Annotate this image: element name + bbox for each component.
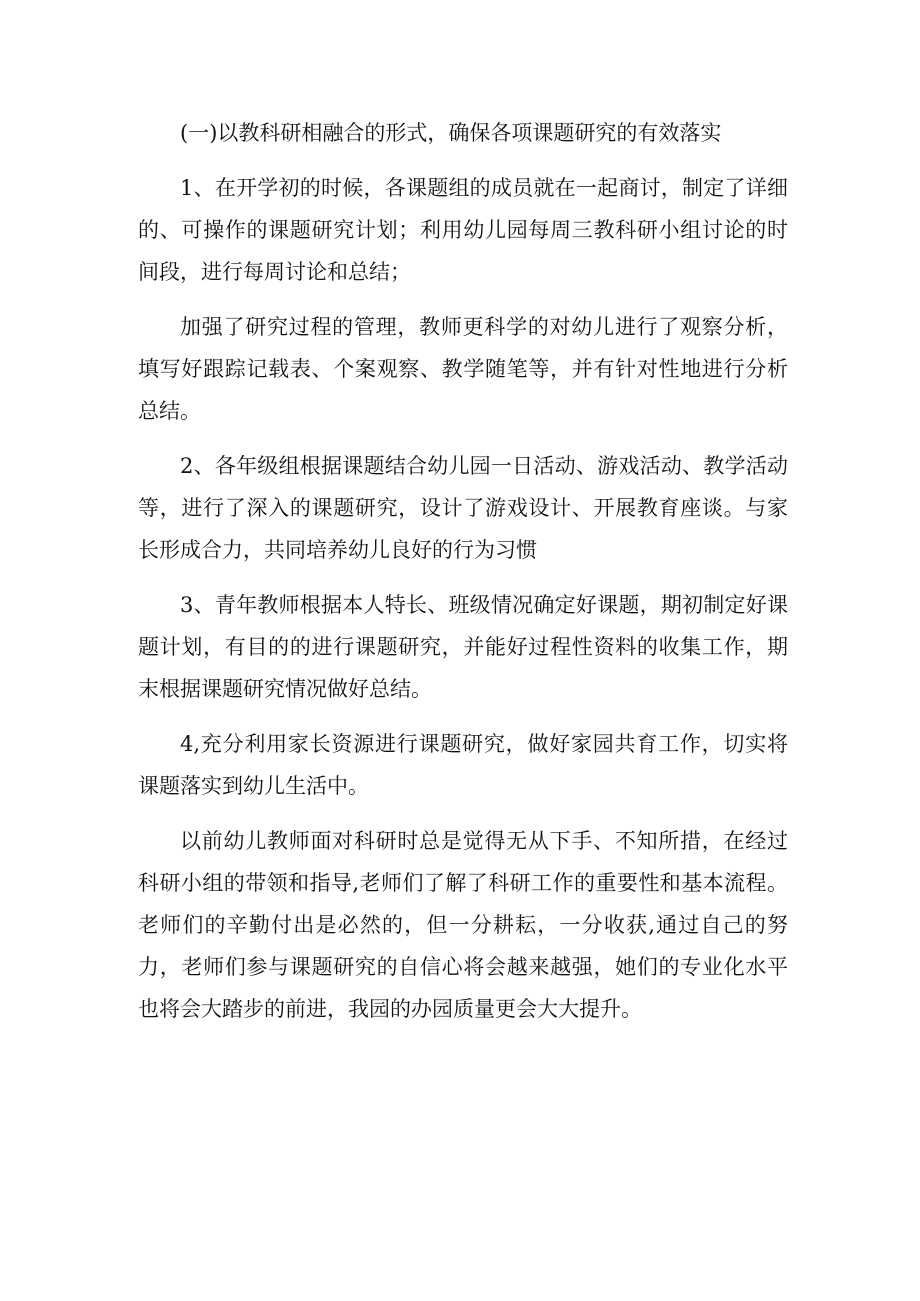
section-heading: (一)以教科研相融合的形式，确保各项课题研究的有效落实 [180, 121, 722, 145]
paragraph-item-3: 3、青年教师根据本人特长、班级情况确定好课题，期初制定好课题计划，有目的的进行课题研究，并能好过程性资料的收集工作，期末根据课题研究情况做好总结。 [138, 593, 788, 701]
paragraph-conclusion: 以前幼儿教师面对科研时总是觉得无从下手、不知所措，在经过科研小组的带领和指导,老师们了解了科研工作的重要性和基本流程。老师们的辛勤付出是必然的，但一分耕耘，一分收获,通过自己的努力，老师们参与课题研究的自信心将会越来越强，她们的专业化水平也将会大踏步的前进，我园的办园质量更会大大提升。 [138, 829, 788, 1021]
paragraph-item-4: 4,充分利用家长资源进行课题研究，做好家园共育工作，切实将课题落实到幼儿生活中。 [138, 732, 788, 798]
document-body [138, 112, 788, 1043]
paragraph-item-2: 2、各年级组根据课题结合幼儿园一日活动、游戏活动、教学活动等，进行了深入的课题研究，设计了游戏设计、开展教育座谈。与家长形成合力，共同培养幼儿良好的行为习惯 [138, 454, 788, 562]
paragraph-item-1: 1、在开学初的时候，各课题组的成员就在一起商讨，制定了详细的、可操作的课题研究计划；利用幼儿园每周三教科研小组讨论的时间段，进行每周讨论和总结； [138, 176, 788, 284]
paragraph-process-management: 加强了研究过程的管理，教师更科学的对幼儿进行了观察分析，填写好跟踪记载表、个案观察、教学随笔等，并有针对性地进行分析总结。 [138, 315, 788, 423]
